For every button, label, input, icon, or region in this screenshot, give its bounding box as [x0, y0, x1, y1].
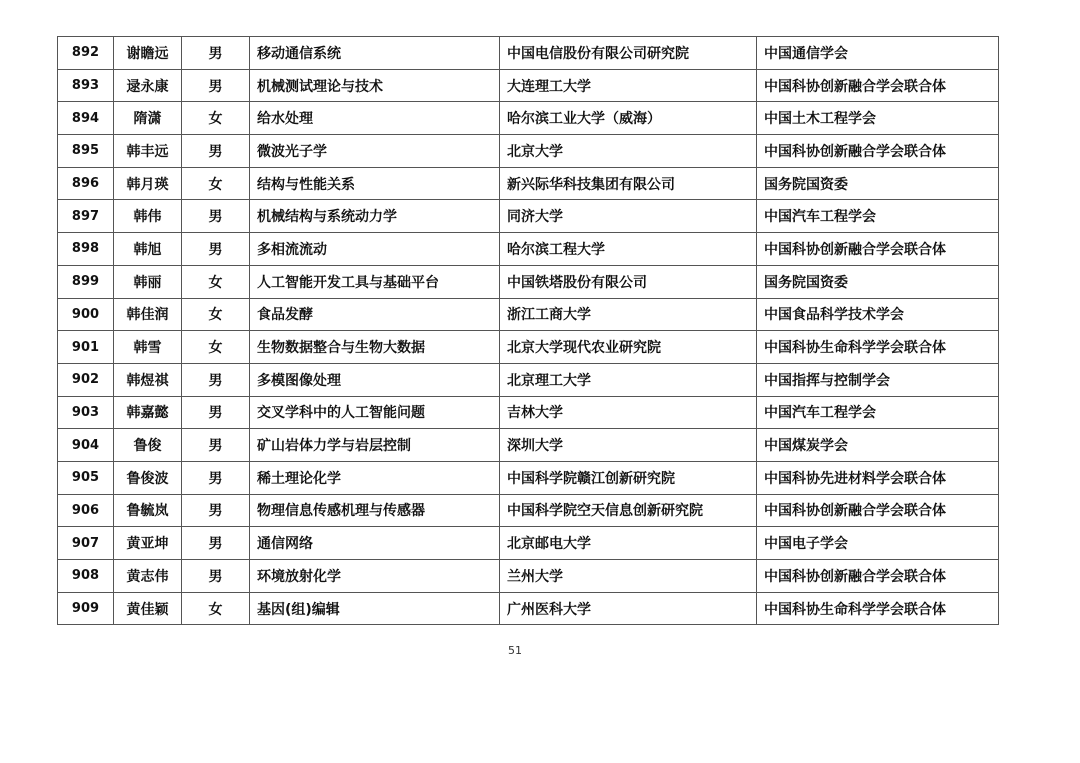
cell-number: 904 — [58, 429, 114, 462]
cell-gender: 女 — [182, 102, 250, 135]
cell-number: 900 — [58, 298, 114, 331]
cell-gender: 女 — [182, 298, 250, 331]
cell-research-field: 机械测试理论与技术 — [250, 69, 500, 102]
cell-research-field: 多模图像处理 — [250, 363, 500, 396]
table-row — [58, 396, 999, 429]
cell-nominating-body: 中国电子学会 — [757, 527, 999, 560]
cell-gender: 男 — [182, 37, 250, 70]
cell-nominating-body: 中国指挥与控制学会 — [757, 363, 999, 396]
cell-name: 韩雪 — [114, 331, 182, 364]
cell-nominating-body: 中国汽车工程学会 — [757, 200, 999, 233]
cell-number: 902 — [58, 363, 114, 396]
cell-gender: 男 — [182, 135, 250, 168]
cell-research-field: 物理信息传感机理与传感器 — [250, 494, 500, 527]
cell-gender: 女 — [182, 331, 250, 364]
cell-nominating-body: 中国科协先进材料学会联合体 — [757, 461, 999, 494]
cell-organization: 大连理工大学 — [500, 69, 757, 102]
cell-number: 901 — [58, 331, 114, 364]
cell-gender: 男 — [182, 233, 250, 266]
cell-name: 韩佳润 — [114, 298, 182, 331]
table-row — [58, 102, 999, 135]
cell-research-field: 移动通信系统 — [250, 37, 500, 70]
cell-organization: 哈尔滨工程大学 — [500, 233, 757, 266]
roster-table — [57, 36, 999, 625]
cell-research-field: 结构与性能关系 — [250, 167, 500, 200]
cell-nominating-body: 中国土木工程学会 — [757, 102, 999, 135]
cell-gender: 男 — [182, 461, 250, 494]
roster-table-body — [58, 37, 999, 625]
cell-research-field: 基因(组)编辑 — [250, 592, 500, 625]
cell-number: 903 — [58, 396, 114, 429]
cell-research-field: 人工智能开发工具与基础平台 — [250, 265, 500, 298]
cell-organization: 北京大学 — [500, 135, 757, 168]
page-number: 51 — [508, 644, 522, 657]
cell-nominating-body: 国务院国资委 — [757, 265, 999, 298]
cell-gender: 男 — [182, 396, 250, 429]
cell-number: 893 — [58, 69, 114, 102]
cell-gender: 女 — [182, 265, 250, 298]
table-row — [58, 37, 999, 70]
cell-organization: 新兴际华科技集团有限公司 — [500, 167, 757, 200]
cell-name: 鲁俊 — [114, 429, 182, 462]
table-row — [58, 461, 999, 494]
cell-name: 黄亚坤 — [114, 527, 182, 560]
cell-research-field: 稀土理论化学 — [250, 461, 500, 494]
cell-research-field: 机械结构与系统动力学 — [250, 200, 500, 233]
cell-organization: 中国电信股份有限公司研究院 — [500, 37, 757, 70]
cell-name: 谢瞻远 — [114, 37, 182, 70]
cell-nominating-body: 中国科协生命科学学会联合体 — [757, 331, 999, 364]
cell-number: 898 — [58, 233, 114, 266]
table-row — [58, 200, 999, 233]
cell-nominating-body: 中国科协创新融合学会联合体 — [757, 560, 999, 593]
cell-name: 韩煜祺 — [114, 363, 182, 396]
table-row — [58, 167, 999, 200]
cell-research-field: 食品发酵 — [250, 298, 500, 331]
table-row — [58, 233, 999, 266]
cell-organization: 北京邮电大学 — [500, 527, 757, 560]
cell-number: 908 — [58, 560, 114, 593]
table-row — [58, 135, 999, 168]
cell-number: 906 — [58, 494, 114, 527]
cell-gender: 男 — [182, 494, 250, 527]
cell-number: 896 — [58, 167, 114, 200]
cell-nominating-body: 中国科协创新融合学会联合体 — [757, 494, 999, 527]
cell-number: 895 — [58, 135, 114, 168]
cell-name: 韩旭 — [114, 233, 182, 266]
cell-gender: 男 — [182, 200, 250, 233]
cell-organization: 广州医科大学 — [500, 592, 757, 625]
cell-organization: 中国铁塔股份有限公司 — [500, 265, 757, 298]
cell-name: 韩嘉懿 — [114, 396, 182, 429]
cell-research-field: 生物数据整合与生物大数据 — [250, 331, 500, 364]
cell-nominating-body: 中国科协创新融合学会联合体 — [757, 69, 999, 102]
table-row — [58, 265, 999, 298]
cell-number: 897 — [58, 200, 114, 233]
cell-number: 907 — [58, 527, 114, 560]
cell-organization: 哈尔滨工业大学（威海） — [500, 102, 757, 135]
cell-organization: 北京大学现代农业研究院 — [500, 331, 757, 364]
cell-name: 黄志伟 — [114, 560, 182, 593]
cell-name: 韩丰远 — [114, 135, 182, 168]
cell-research-field: 微波光子学 — [250, 135, 500, 168]
cell-name: 鲁毓岚 — [114, 494, 182, 527]
cell-name: 逯永康 — [114, 69, 182, 102]
cell-organization: 同济大学 — [500, 200, 757, 233]
cell-gender: 男 — [182, 560, 250, 593]
cell-nominating-body: 中国科协创新融合学会联合体 — [757, 233, 999, 266]
cell-research-field: 多相流流动 — [250, 233, 500, 266]
table-row — [58, 69, 999, 102]
cell-number: 899 — [58, 265, 114, 298]
cell-research-field: 矿山岩体力学与岩层控制 — [250, 429, 500, 462]
cell-nominating-body: 中国通信学会 — [757, 37, 999, 70]
table-row — [58, 560, 999, 593]
table-row — [58, 592, 999, 625]
cell-number: 892 — [58, 37, 114, 70]
cell-name: 黄佳颖 — [114, 592, 182, 625]
cell-research-field: 给水处理 — [250, 102, 500, 135]
table-row — [58, 298, 999, 331]
cell-gender: 男 — [182, 527, 250, 560]
cell-research-field: 交叉学科中的人工智能问题 — [250, 396, 500, 429]
cell-organization: 中国科学院空天信息创新研究院 — [500, 494, 757, 527]
table-row — [58, 429, 999, 462]
cell-gender: 女 — [182, 592, 250, 625]
table-row — [58, 494, 999, 527]
cell-nominating-body: 国务院国资委 — [757, 167, 999, 200]
cell-name: 隋潇 — [114, 102, 182, 135]
cell-gender: 男 — [182, 363, 250, 396]
table-row — [58, 363, 999, 396]
cell-number: 909 — [58, 592, 114, 625]
cell-nominating-body: 中国科协创新融合学会联合体 — [757, 135, 999, 168]
cell-name: 韩丽 — [114, 265, 182, 298]
cell-gender: 男 — [182, 429, 250, 462]
table-row — [58, 331, 999, 364]
cell-gender: 女 — [182, 167, 250, 200]
cell-organization: 兰州大学 — [500, 560, 757, 593]
cell-name: 鲁俊波 — [114, 461, 182, 494]
cell-name: 韩伟 — [114, 200, 182, 233]
cell-nominating-body: 中国科协生命科学学会联合体 — [757, 592, 999, 625]
cell-organization: 浙江工商大学 — [500, 298, 757, 331]
cell-nominating-body: 中国汽车工程学会 — [757, 396, 999, 429]
table-row — [58, 527, 999, 560]
cell-name: 韩月瑛 — [114, 167, 182, 200]
cell-organization: 深圳大学 — [500, 429, 757, 462]
cell-nominating-body: 中国煤炭学会 — [757, 429, 999, 462]
cell-nominating-body: 中国食品科学技术学会 — [757, 298, 999, 331]
cell-organization: 中国科学院赣江创新研究院 — [500, 461, 757, 494]
cell-number: 894 — [58, 102, 114, 135]
cell-number: 905 — [58, 461, 114, 494]
cell-research-field: 环境放射化学 — [250, 560, 500, 593]
cell-research-field: 通信网络 — [250, 527, 500, 560]
cell-organization: 北京理工大学 — [500, 363, 757, 396]
cell-organization: 吉林大学 — [500, 396, 757, 429]
cell-gender: 男 — [182, 69, 250, 102]
